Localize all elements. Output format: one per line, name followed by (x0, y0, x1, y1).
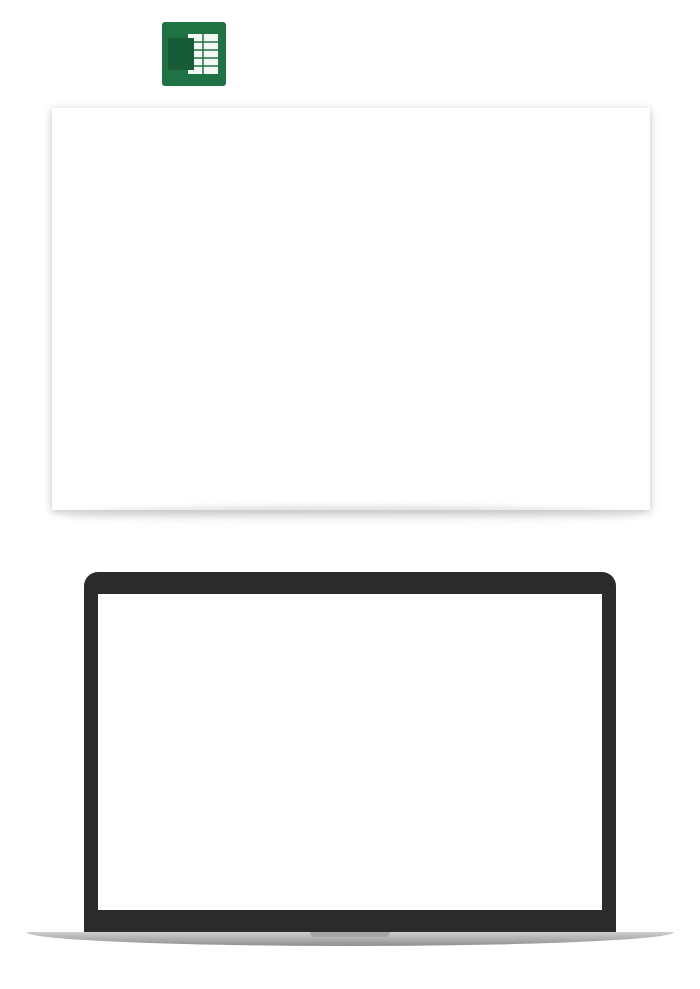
document-form-laptop (98, 594, 602, 910)
excel-icon (162, 22, 226, 86)
laptop-notch (310, 932, 390, 937)
sheet-shadow (64, 506, 638, 524)
sheet-preview (52, 108, 650, 510)
document-form (52, 108, 650, 510)
page-header (0, 0, 700, 100)
laptop-screen (98, 594, 602, 910)
